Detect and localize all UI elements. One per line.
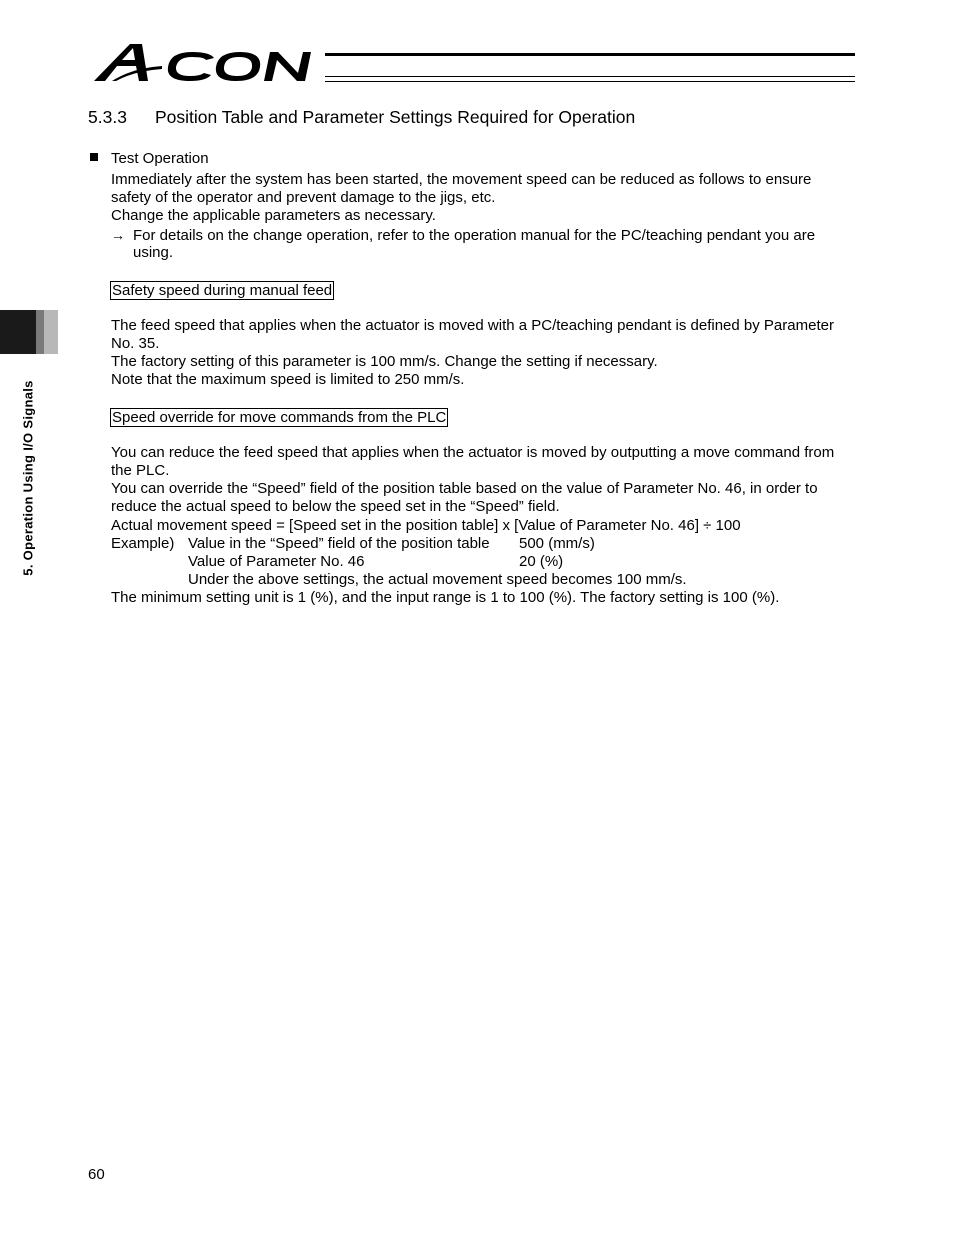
paragraph-line: reduce the actual speed to below the speed set in the “Speed” field. [111,498,560,515]
example-label: Example) [111,535,175,552]
paragraph-line: Note that the maximum speed is limited to 250 mm/s. [111,371,465,388]
chapter-tab [0,310,58,354]
paragraph-line: the PLC. [111,462,170,479]
section-heading [88,107,635,128]
paragraph-line: No. 35. [111,335,160,352]
formula-line: Actual movement speed = [Speed set in the position table] x [Value of Parameter No. 46] ÷ 100 [111,517,741,534]
section-number: 5.3.3 [88,107,127,127]
boxed-label-safety-speed: Safety speed during manual feed [112,282,333,299]
page-number: 60 [88,1166,105,1183]
header-rule-thin [325,81,855,82]
paragraph-line: Immediately after the system has been started, the movement speed can be reduced as follows to ensure [111,171,812,188]
example-row-value: 20 (%) [519,553,564,570]
paragraph-line: The feed speed that applies when the actuator is moved with a PC/teaching pendant is defined by Parameter [111,317,834,334]
example-row-value: 500 (mm/s) [519,535,595,552]
example-result: Under the above settings, the actual movement speed becomes 100 mm/s. [188,571,687,588]
header-rule-thin [325,76,855,77]
header-rule-thick [325,53,855,56]
reference-line: For details on the change operation, refer to the operation manual for the PC/teaching pendant you are [133,227,816,244]
example-row-name: Value of Parameter No. 46 [188,553,365,570]
paragraph-line: The factory setting of this parameter is 100 mm/s. Change the setting if necessary. [111,353,658,370]
paragraph-line: You can reduce the feed speed that applies when the actuator is moved by outputting a move command from [111,444,835,461]
chapter-label: 5. Operation Using I/O Signals [20,380,36,576]
section-title: Position Table and Parameter Settings Required for Operation [155,107,636,127]
paragraph-line: The minimum setting unit is 1 (%), and the input range is 1 to 100 (%). The factory setting is 100 (%). [111,589,780,606]
paragraph-line: safety of the operator and prevent damage to the jigs, etc. [111,189,496,206]
paragraph-line: Change the applicable parameters as necessary. [111,207,436,224]
reference-line: using. [133,244,174,261]
bullet-square-icon [90,153,98,161]
paragraph-line: You can override the “Speed” field of the position table based on the value of Parameter No. 46, in order to [111,480,818,497]
boxed-label-speed-override: Speed override for move commands from the PLC [112,409,447,426]
acon-logo-icon [92,40,332,86]
subheading-test-operation: Test Operation [111,150,209,167]
example-row-name: Value in the “Speed” field of the position table [188,535,490,552]
arrow-right-icon: → [111,227,125,243]
